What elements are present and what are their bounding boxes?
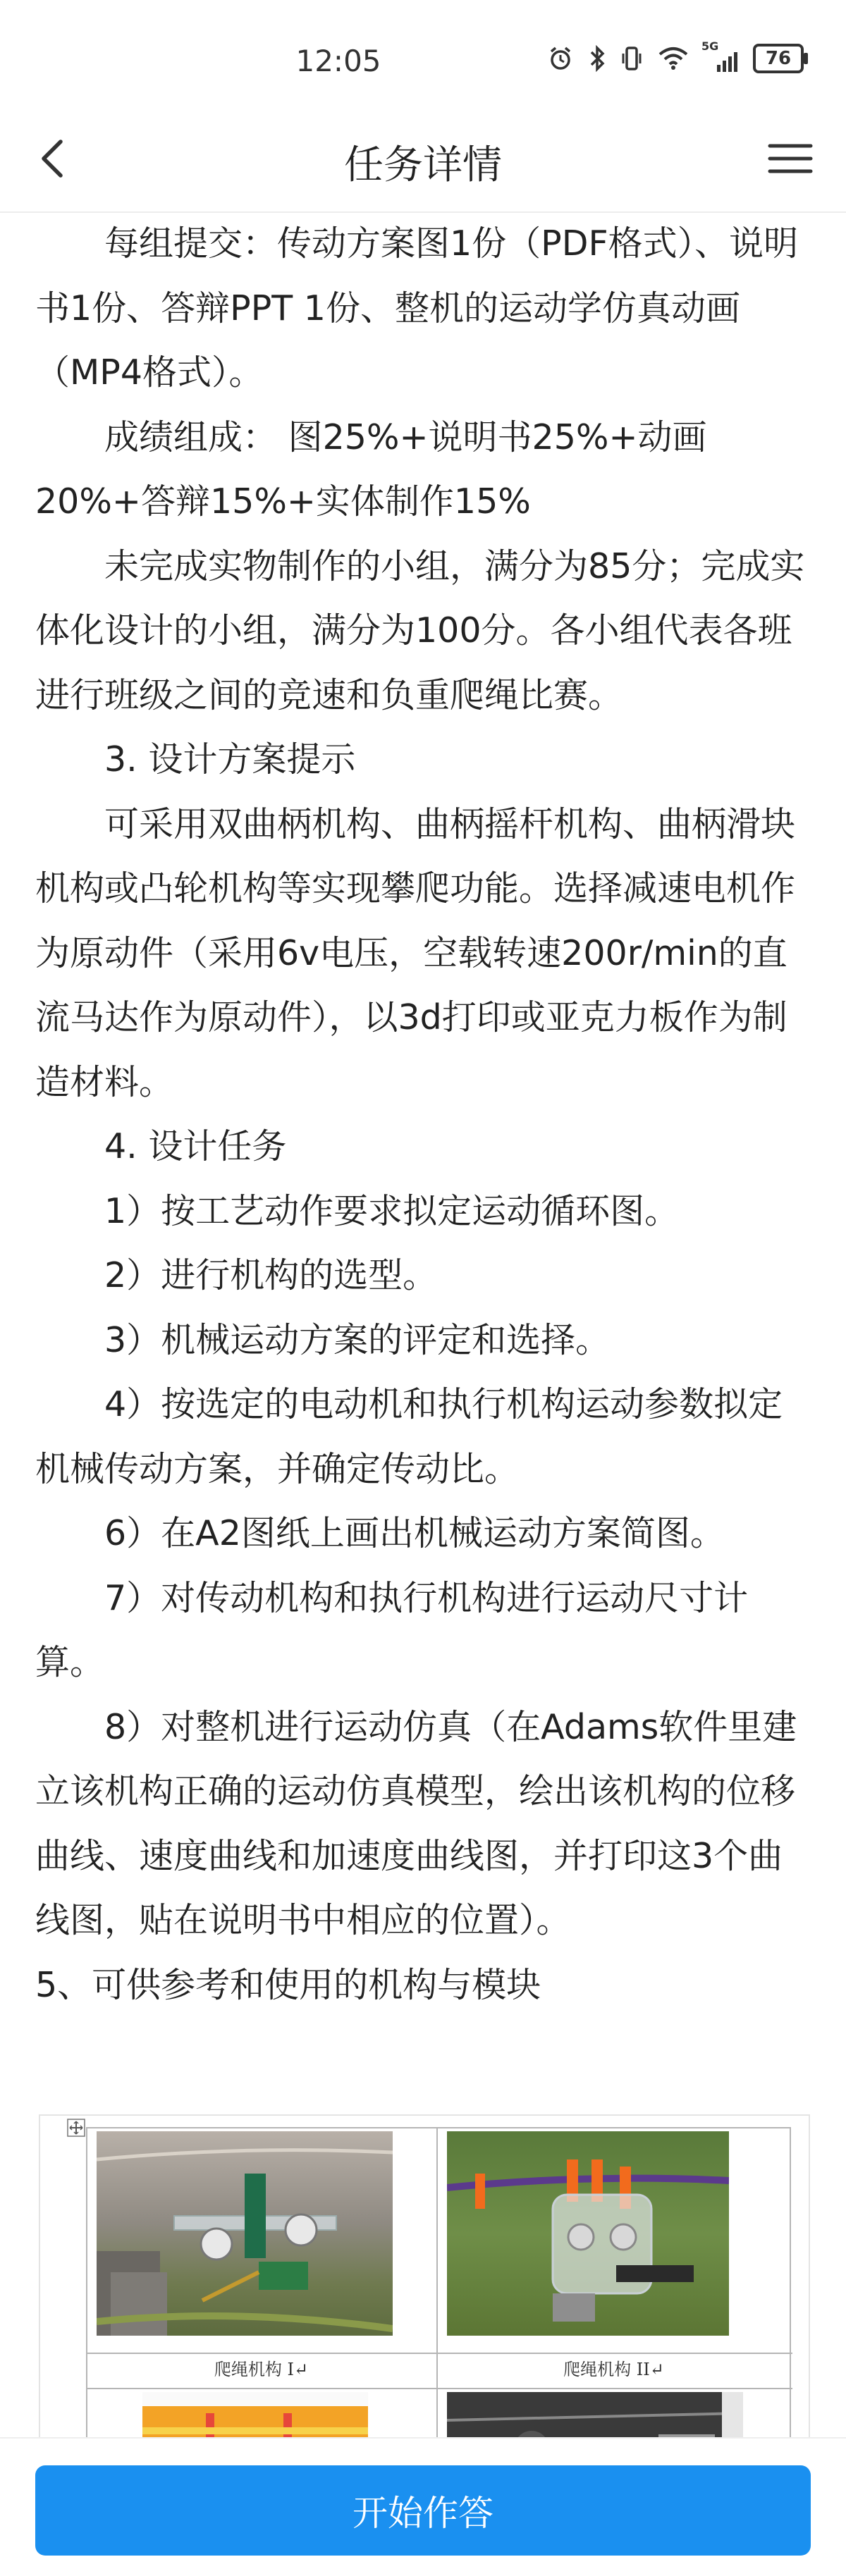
- status-bar: [0, 0, 846, 106]
- section-heading: 5、可供参考和使用的机构与模块: [35, 1964, 541, 2005]
- move-handle-icon: [67, 2119, 85, 2137]
- section-heading: 4. 设计任务: [104, 1126, 287, 1166]
- battery-level: 76: [765, 48, 792, 69]
- signal-icon: [701, 39, 737, 72]
- mechanism-photo-1: [97, 2131, 393, 2336]
- status-time: 12:05: [295, 44, 381, 78]
- nav-bar: [0, 106, 846, 213]
- list-item: 3）机械运动方案的评定和选择。: [104, 1319, 611, 1360]
- list-item: 7）对传动机构和执行机构进行运动尺寸计算。: [35, 1577, 749, 1682]
- list-item: 2）进行机构的选型。: [104, 1255, 438, 1295]
- list-item: 8）对整机进行运动仿真（在Adams软件里建立该机构正确的运动仿真模型，绘出该机构的位移曲线、速度曲线和加速度曲线图，并打印这3个曲线图，贴在说明书中相应的位置）。: [35, 1706, 797, 1940]
- list-item: 1）按工艺动作要求拟定运动循环图。: [104, 1190, 680, 1231]
- bottom-bar: [0, 2437, 846, 2576]
- page-title: 任务详情: [344, 142, 502, 188]
- paragraph: 可采用双曲柄机构、曲柄摇杆机构、曲柄滑块机构或凸轮机构等实现攀爬功能。选择减速电机作为原动件（采用6v电压，空载转速200r/min的直流马达作为原动件），以3d打印或亚克力板作为制造材料。: [35, 803, 796, 1102]
- status-icons: [548, 39, 804, 73]
- alarm-icon: [548, 46, 573, 71]
- figure-caption-2: 爬绳机构 II↵: [563, 2360, 664, 2379]
- wifi-icon: [658, 46, 689, 71]
- start-answer-button[interactable]: 开始作答: [35, 2465, 811, 2556]
- mechanism-figure[interactable]: [39, 2114, 810, 2484]
- bluetooth-icon: [589, 45, 606, 72]
- mechanism-photo-2: [447, 2131, 729, 2336]
- list-item: 6）在A2图纸上画出机械运动方案简图。: [104, 1513, 725, 1553]
- figure-caption-1: 爬绳机构 I↵: [214, 2360, 309, 2379]
- paragraph: 每组提交：传动方案图1份（PDF格式）、说明书1份、答辩PPT 1份、整机的运动学仿真动画（MP4格式）。: [35, 223, 799, 393]
- vibrate-icon: [621, 45, 642, 72]
- paragraph: 未完成实物制作的小组，满分为85分；完成实体化设计的小组，满分为100分。各小组代表各班进行班级之间的竞速和负重爬绳比赛。: [35, 546, 805, 715]
- list-item: 4）按选定的电动机和执行机构运动参数拟定机械传动方案，并确定传动比。: [35, 1384, 783, 1489]
- menu-button[interactable]: [761, 130, 818, 187]
- signal-label: 5G: [701, 39, 719, 53]
- paragraph: 成绩组成： 图25%+说明书25%+动画20%+答辩15%+实体制作15%: [35, 417, 707, 522]
- section-heading: 3. 设计方案提示: [104, 739, 356, 779]
- task-content: [35, 211, 811, 2017]
- battery-icon: [753, 44, 804, 73]
- menu-icon: [761, 130, 818, 187]
